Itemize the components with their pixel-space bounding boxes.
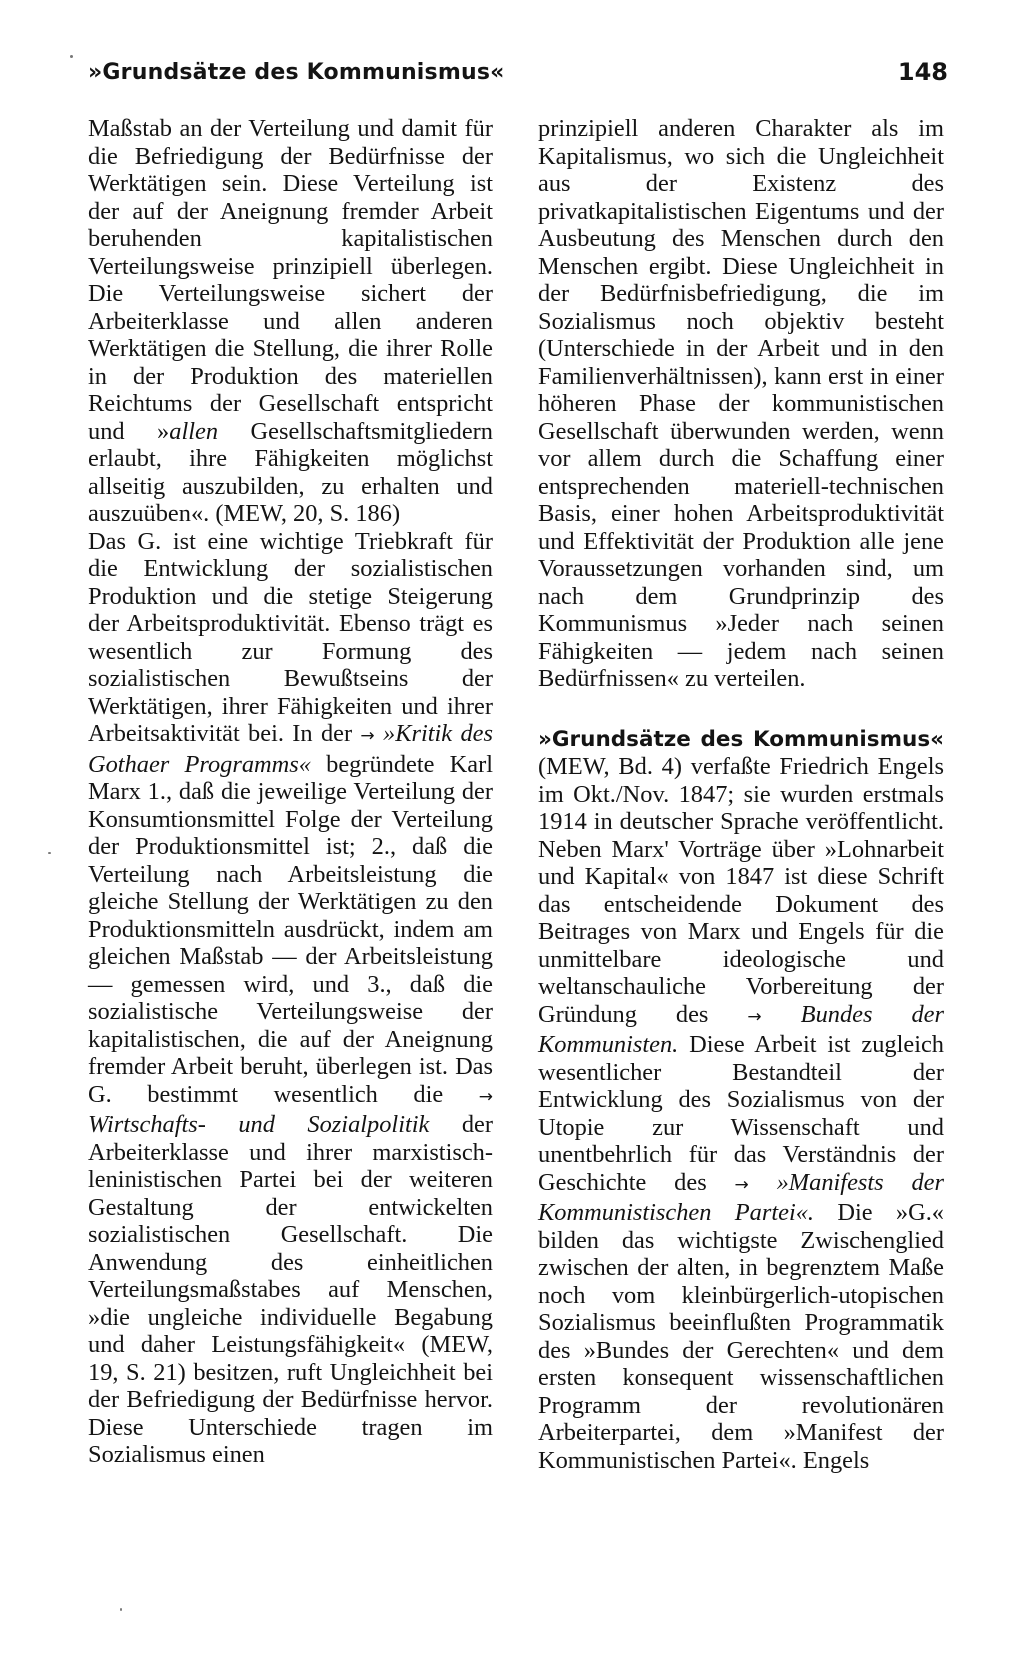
entry-spacer	[538, 693, 944, 725]
cross-reference-link-kritik[interactable]: »Kritik des Gothaer Programms«	[88, 720, 493, 778]
right-p2-text-b: Diese Arbeit ist zugleich wesentlicher Bestandteil der Entwicklung des Sozialismus von der Utopie zur Wissenschaft und unentbehrlich für das Verständnis der Geschichte des	[538, 1031, 944, 1196]
cross-reference-arrow-icon: →	[747, 1006, 762, 1027]
left-p2-text-a: Das G. ist eine wichtige Triebkraft für die Entwicklung der sozialistischen Produktion und die stetige Steigerung der Arbeitsproduktivität. Ebenso trägt es wesentlich zur Formung des sozialistischen Bewußtseins der Werktätigen, ihrer Fähigkeiten und ihrer Arbeitsaktivität bei. In der	[88, 527, 493, 747]
page-header	[0, 0, 1024, 100]
right-paragraph-1: prinzipiell anderen Charakter als im Kapitalismus, wo sich die Ungleichheit aus der Existenz des privatkapitalistischen Eigentums und der Ausbeutung des Menschen durch den Menschen ergibt. Diese Ungleichheit in der Bedürfnisbefriedigung, die im Sozialismus noch objektiv besteht (Unterschiede in der Arbeit und in den Familienverhältnissen), kann erst in einer höheren Phase der kommunistischen Gesellschaft überwunden werden, wenn vor allem durch die Schaffung einer entsprechenden materiell-technischen Basis, einer hohen Arbeitsproduktivität und Effektivität der Produktion alle jene Voraussetzungen vorhanden sind, um nach dem Grundprinzip des Kommunismus »Jeder nach seinen Fähigkeiten — jedem nach seinen Bedürfnissen« zu verteilen.	[538, 115, 944, 692]
right-column	[538, 115, 944, 1474]
cross-reference-arrow-icon: →	[734, 1174, 749, 1195]
entry-heading: »Grundsätze des Kommunismus«	[538, 726, 944, 752]
cross-reference-arrow-icon: →	[478, 1086, 493, 1107]
left-p2-text-b: begründete Karl Marx 1., daß die jeweilige Verteilung der Konsumtionsmittel Folge der Verteilung der Produktionsmittel ist; 2., daß die Verteilung nach Arbeitsleistung die gleiche Stellung der Werktätigen zu den Produktionsmitteln ausdrückt, indem am gleichen Maßstab — der Arbeitsleistung — gemessen wird, und 3., daß die sozialistische Verteilungsweise der kapitalistischen, die auf der Aneignung fremder Arbeit beruht, überlegen ist. Das G. bestimmt wesentlich die	[88, 750, 493, 1108]
left-paragraph-1	[88, 115, 493, 528]
left-paragraph-2	[88, 528, 493, 1469]
running-head: »Grundsätze des Kommunismus«	[88, 60, 505, 85]
right-p2-text-a: (MEW, Bd. 4) verfaßte Friedrich Engels im Okt./Nov. 1847; sie wurden erstmals 1914 in deutscher Sprache veröffentlicht. Neben Marx' Vorträge über »Lohnarbeit und Kapital« von 1847 ist diese Schrift das entscheidende Dokument des Beitrages von Marx und Engels für die unmittelbare ideologische und weltanschauliche Vorbereitung der Gründung des	[538, 753, 944, 1028]
page-number: 148	[897, 58, 948, 86]
scan-speck	[48, 852, 51, 854]
left-p1-text-b: Gesellschaftsmitgliedern erlaubt, ihre Fähigkeiten möglichst allseitig auszubilden, zu erhalten und auszuüben«. (MEW, 20, S. 186)	[88, 417, 493, 527]
scan-speck	[120, 1608, 122, 1611]
left-column	[88, 115, 493, 1469]
left-p1-emphasis: allen	[169, 417, 219, 445]
scan-speck	[70, 55, 73, 58]
right-paragraph-2	[538, 725, 944, 1475]
cross-reference-link-bund[interactable]: Bundes der Kommunisten.	[538, 1000, 944, 1058]
left-p1-text-a: Maßstab an der Verteilung und damit für die Befriedigung der Bedürfnisse der Werktätigen sein. Diese Verteilung ist der auf der Aneignung fremder Arbeit beruhenden kapitalistischen Verteilungsweise prinzipiell überlegen. Die Verteilungsweise sichert der Arbeiterklasse und allen anderen Werktätigen die Stellung, die ihrer Rolle in der Produktion des materiellen Reichtums der Gesellschaft entspricht und »	[88, 115, 493, 445]
cross-reference-arrow-icon: →	[360, 726, 375, 746]
cross-reference-link-wirtschaftspolitik[interactable]: Wirtschafts- und Sozialpolitik	[88, 1111, 430, 1138]
cross-reference-link-manifest[interactable]: »Manifests der Kommunistischen Partei«.	[538, 1168, 944, 1226]
left-p2-text-c: der Arbeiterklasse und ihrer marxistisch-leninistischen Partei bei der weiteren Gestaltung der entwickelten sozialistischen Gesellschaft. Die Anwendung des einheitlichen Verteilungsmaßstabes auf Menschen, »die ungleiche individuelle Begabung und daher Leistungsfähigkeit« (MEW, 19, S. 21) besitzen, ruft Ungleichheit bei der Befriedigung der Bedürfnisse hervor. Diese Unterschiede tragen im Sozialismus einen	[88, 1111, 493, 1468]
right-p2-text-c: Die »G.« bilden das wichtigste Zwischenglied zwischen der alten, in begrenztem Maße noch vom kleinbürgerlich-utopischen Sozialismus beeinflußten Programmatik des »Bundes der Gerechten« und dem ersten konsequent wissenschaftlichen Programm der revolutionären Arbeiterpartei, dem »Manifest der Kommunistischen Partei«. Engels	[538, 1199, 945, 1474]
